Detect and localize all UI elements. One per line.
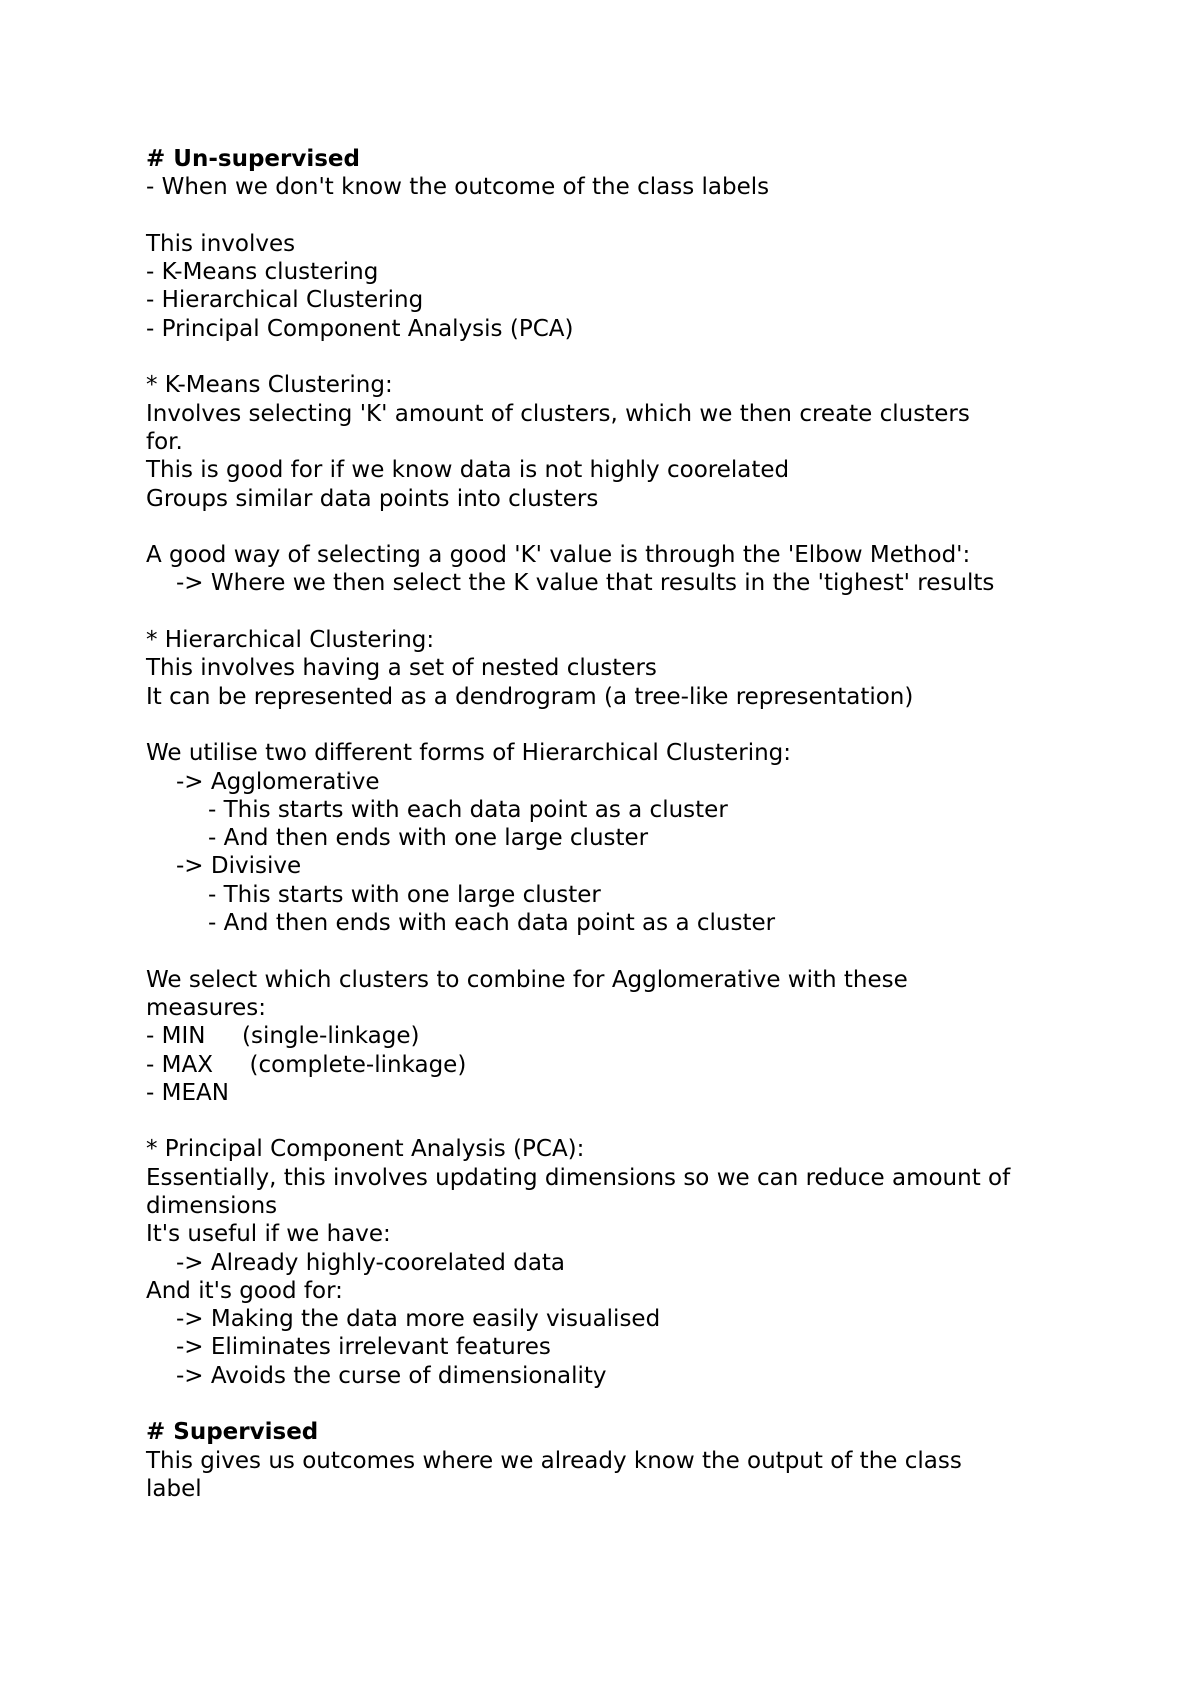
agglomerative-item: -> Agglomerative: [176, 768, 380, 795]
blank-line: [146, 1390, 1086, 1418]
supervised-heading: # Supervised: [146, 1419, 319, 1446]
blank-line: [146, 711, 1086, 739]
pca-text-line: dimensions: [146, 1192, 278, 1219]
hierarchical-text-line: It can be represented as a dendrogram (a tree-like representation): [146, 683, 914, 710]
involves-label: This involves: [146, 230, 296, 257]
agglomerative-point: - This starts with each data point as a cluster: [208, 796, 728, 823]
divisive-item: -> Divisive: [176, 853, 302, 880]
pca-useful-point: -> Already highly-coorelated data: [176, 1249, 566, 1276]
pca-good-label: And it's good for:: [146, 1277, 343, 1304]
kmeans-text-line: Involves selecting 'K' amount of clusters, which we then create clusters: [146, 400, 970, 427]
kmeans-text-line: Groups similar data points into clusters: [146, 485, 599, 512]
pca-title: * Principal Component Analysis (PCA):: [146, 1136, 585, 1163]
unsupervised-intro: - When we don't know the outcome of the class labels: [146, 174, 770, 201]
measure-item: - MAX (complete-linkage): [146, 1051, 467, 1078]
pca-good-point: -> Avoids the curse of dimensionality: [176, 1362, 607, 1389]
kmeans-text-line: for.: [146, 428, 183, 455]
supervised-text-line: This gives us outcomes where we already know the output of the class: [146, 1447, 962, 1474]
measures-intro-line: measures:: [146, 994, 267, 1021]
divisive-point: - This starts with one large cluster: [208, 881, 601, 908]
blank-line: [146, 598, 1086, 626]
blank-line: [146, 1107, 1086, 1135]
blank-line: [146, 343, 1086, 371]
forms-intro: We utilise two different forms of Hierarchical Clustering:: [146, 740, 792, 767]
kmeans-title: * K-Means Clustering:: [146, 372, 393, 399]
method-item: - K-Means clustering: [146, 259, 379, 286]
document-page: [146, 145, 1086, 1503]
blank-line: [146, 937, 1086, 965]
method-item: - Hierarchical Clustering: [146, 287, 424, 314]
blank-line: [146, 202, 1086, 230]
measure-item: - MIN (single-linkage): [146, 1023, 420, 1050]
elbow-method-line: A good way of selecting a good 'K' value is through the 'Elbow Method':: [146, 542, 971, 569]
kmeans-text-line: This is good for if we know data is not highly coorelated: [146, 457, 790, 484]
hierarchical-text-line: This involves having a set of nested clusters: [146, 655, 657, 682]
pca-text-line: Essentially, this involves updating dimensions so we can reduce amount of: [146, 1164, 1011, 1191]
measure-item: - MEAN: [146, 1079, 229, 1106]
measures-intro-line: We select which clusters to combine for Agglomerative with these: [146, 966, 908, 993]
unsupervised-heading: # Un-supervised: [146, 146, 360, 172]
pca-useful-label: It's useful if we have:: [146, 1221, 391, 1248]
elbow-method-detail: -> Where we then select the K value that results in the 'tighest' results: [176, 570, 995, 597]
divisive-point: - And then ends with each data point as a cluster: [208, 910, 776, 937]
pca-good-point: -> Making the data more easily visualised: [176, 1306, 661, 1333]
method-item: - Principal Component Analysis (PCA): [146, 315, 574, 342]
hierarchical-title: * Hierarchical Clustering:: [146, 627, 435, 654]
agglomerative-point: - And then ends with one large cluster: [208, 825, 649, 852]
supervised-text-line: label: [146, 1475, 202, 1502]
pca-good-point: -> Eliminates irrelevant features: [176, 1334, 551, 1361]
blank-line: [146, 513, 1086, 541]
